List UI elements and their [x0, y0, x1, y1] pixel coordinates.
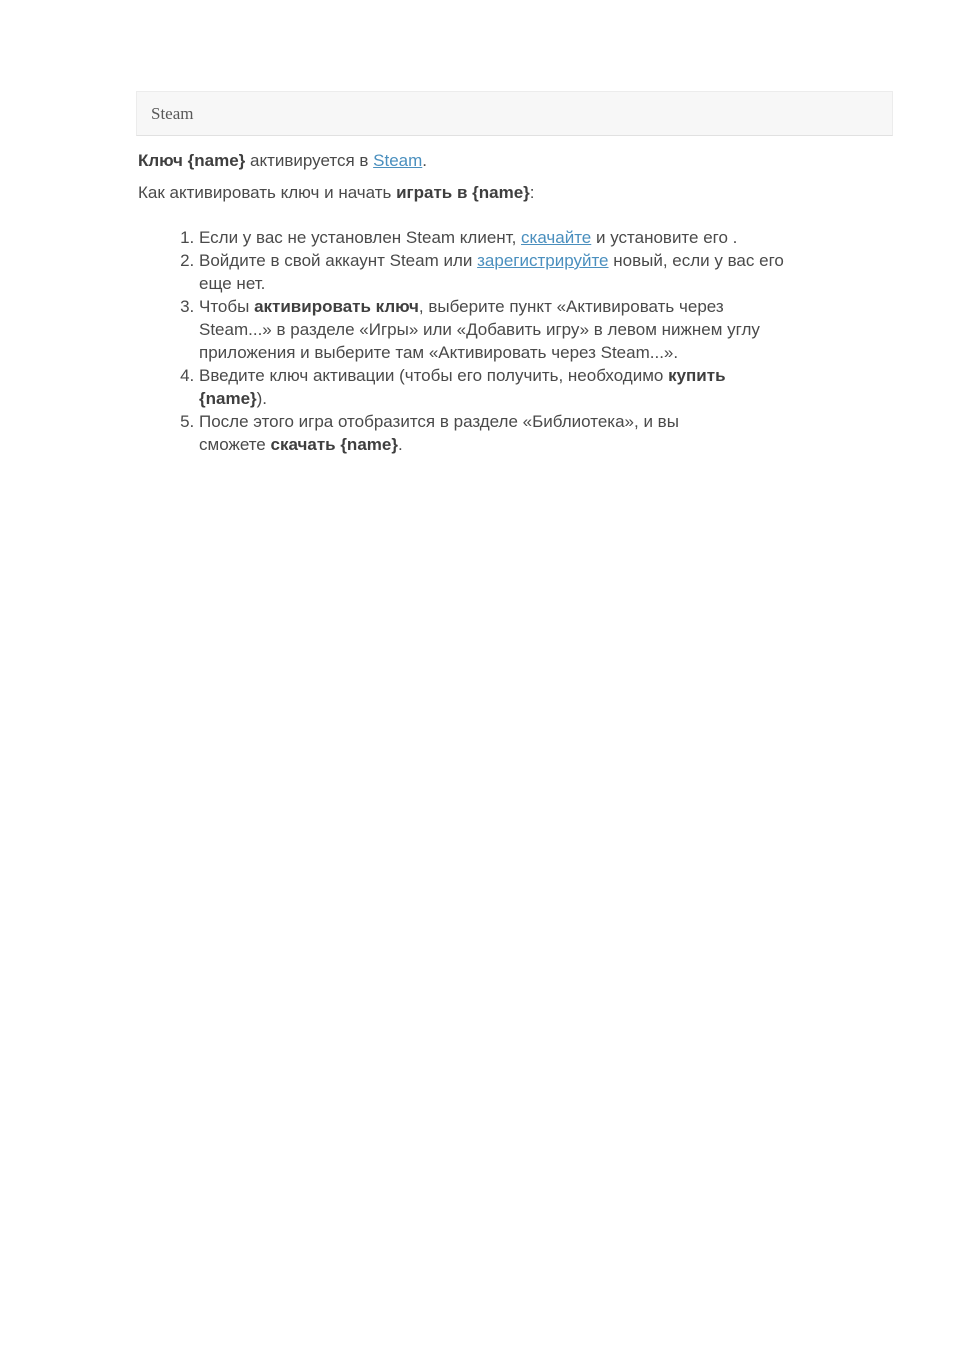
step-text: . — [397, 435, 403, 454]
activate-key-bold: активировать ключ — [254, 297, 419, 316]
steps-list — [138, 226, 893, 456]
step-text: новый, если у вас его — [608, 251, 784, 270]
paragraph-key-activation — [138, 149, 893, 172]
step-text: После этого игра отобразится в разделе «Библиотека», и вы — [199, 412, 679, 431]
step-text: , выберите пункт «Активировать через — [418, 297, 724, 316]
step-text: Чтобы — [199, 297, 255, 316]
step-text: Войдите в свой аккаунт Steam или — [199, 251, 478, 270]
step-text: Введите ключ активации (чтобы его получить, необходимо — [199, 366, 669, 385]
step-text: приложения и выберите там «Активировать через Steam...». — [199, 343, 679, 362]
howto-colon: : — [529, 183, 535, 202]
article-content — [136, 149, 893, 456]
download-link[interactable]: скачайте — [521, 228, 592, 247]
intro-period: . — [422, 151, 428, 170]
panel-header — [136, 91, 893, 136]
step-text: ). — [256, 389, 268, 408]
step-text: Если у вас не установлен Steam клиент, — [199, 228, 522, 247]
step-text: и установите его . — [591, 228, 738, 247]
step-enter-key — [199, 364, 893, 410]
buy-name-bold: {name} — [199, 389, 257, 408]
download-name-bold: скачать {name} — [270, 435, 398, 454]
buy-bold: купить — [668, 366, 726, 385]
step-text: еще нет. — [199, 274, 266, 293]
step-activate-key — [199, 295, 893, 364]
step-text: Steam...» в разделе «Игры» или «Добавить игру» в левом нижнем углу — [199, 320, 760, 339]
steam-link[interactable]: Steam — [373, 151, 423, 170]
howto-text: Как активировать ключ и начать — [138, 183, 397, 202]
panel-title: Steam — [151, 103, 194, 123]
intro-text: активируется в — [245, 151, 374, 170]
howto-bold: играть в {name} — [396, 183, 530, 202]
step-login-account — [199, 249, 893, 295]
help-article-panel — [136, 91, 893, 456]
step-text: сможете — [199, 435, 271, 454]
register-link[interactable]: зарегистрируйте — [477, 251, 609, 270]
step-install-client — [199, 226, 893, 249]
step-library-download — [199, 410, 893, 456]
key-name-text: Ключ {name} — [138, 151, 246, 170]
paragraph-howto — [138, 181, 893, 204]
